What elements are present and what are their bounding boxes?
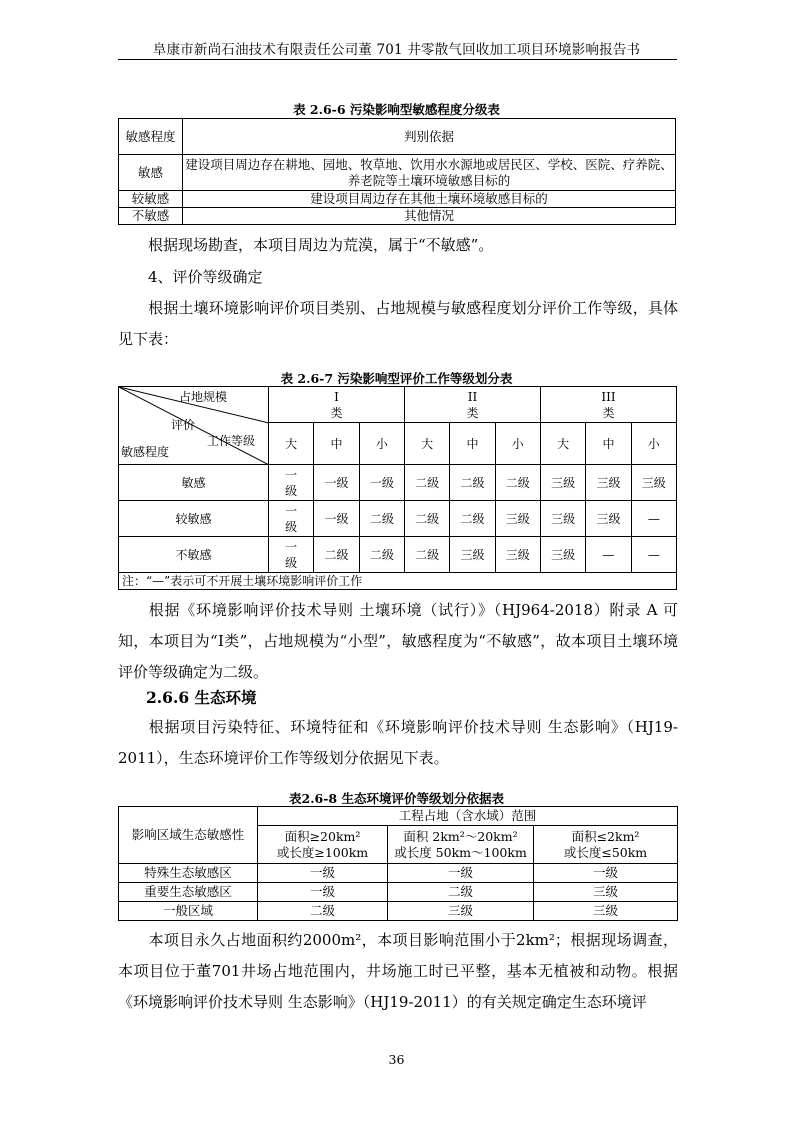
- table3-col-head: 面积≤2km² 或长度≤50km: [534, 826, 678, 864]
- size-header: 大: [269, 423, 314, 465]
- grade-cell: 二级: [404, 501, 449, 537]
- paragraph: [118, 925, 678, 1018]
- grade-cell: 二级: [495, 465, 540, 501]
- table1-cell: 较敏感: [119, 191, 183, 208]
- diag-label-eval: 评价: [171, 418, 196, 432]
- grade-cell: 一 级: [269, 501, 314, 537]
- diag-label-grade: 工作等级: [207, 434, 256, 448]
- grade-cell: 三级: [450, 537, 495, 573]
- size-header: 小: [631, 423, 676, 465]
- size-header: 小: [359, 423, 404, 465]
- paragraph-text: 4、评价等级确定: [148, 268, 263, 286]
- grade-cell: 一级: [314, 501, 359, 537]
- grade-cell: 一级: [314, 465, 359, 501]
- table1-cell: 不敏感: [119, 208, 183, 225]
- table3-caption: 表2.6-8 生态环境评价等级划分依据表: [289, 791, 504, 806]
- paragraph: [118, 230, 678, 261]
- table3-cell: 二级: [258, 902, 388, 921]
- grade-cell: 三级: [540, 537, 585, 573]
- row-label: 敏感: [119, 465, 269, 501]
- paragraph-text: 根据现场勘查，本项目周边为荒漠，属于“不敏感”。: [148, 236, 494, 254]
- table1-cell: 建设项目周边存在耕地、园地、牧草地、饮用水水源地或居民区、学校、医院、疗养院、养老院等土壤环境敏感目标的: [183, 155, 676, 191]
- paragraph-text: 根据项目污染特征、环境特征和《环境影响评价技术导则 生态影响》（HJ19-2011），生态环境评价工作等级划分依据见下表。: [118, 718, 678, 767]
- table3-cell: 特殊生态敏感区: [119, 864, 258, 883]
- table3-cell: 一般区域: [119, 902, 258, 921]
- class-header: II 类: [404, 387, 540, 423]
- grade-cell: 二级: [450, 501, 495, 537]
- section-heading: 2.6.6 生态环境: [146, 688, 257, 707]
- page-header: 阜康市新尚石油技术有限责任公司董 701 井零散气回收加工项目环境影响报告书: [152, 42, 641, 58]
- grade-cell: 二级: [359, 537, 404, 573]
- grade-cell: —: [586, 537, 631, 573]
- paragraph-text: 根据土壤环境影响评价项目类别、占地规模与敏感程度划分评价工作等级，具体见下表：: [118, 299, 678, 348]
- grade-cell: 一 级: [269, 465, 314, 501]
- size-header: 小: [495, 423, 540, 465]
- grade-cell: 三级: [586, 501, 631, 537]
- paragraph: [118, 262, 678, 293]
- grade-cell: —: [631, 537, 676, 573]
- table3-cell: 一级: [258, 883, 388, 902]
- grade-cell: 一 级: [269, 537, 314, 573]
- header-rule: [118, 59, 677, 60]
- table3-cell: 三级: [388, 902, 534, 921]
- row-label: 较敏感: [119, 501, 269, 537]
- table3-cell: 一级: [388, 864, 534, 883]
- table3-col-head: 面积 2km²～20km² 或长度 50km～100km: [388, 826, 534, 864]
- row-label: 不敏感: [119, 537, 269, 573]
- size-header: 大: [404, 423, 449, 465]
- table3-cell: 二级: [388, 883, 534, 902]
- table1-cell: 其他情况: [183, 208, 676, 225]
- grade-cell: 二级: [450, 465, 495, 501]
- diag-label-size: 占地规模: [179, 390, 228, 404]
- grade-cell: 三级: [586, 465, 631, 501]
- eco-grade-table: [118, 806, 678, 921]
- table3-cell: 一级: [534, 864, 678, 883]
- paragraph: [118, 293, 678, 355]
- grade-division-table: [118, 386, 677, 590]
- grade-cell: 三级: [540, 465, 585, 501]
- paragraph: [118, 712, 678, 774]
- grade-cell: —: [631, 501, 676, 537]
- grade-cell: 二级: [404, 465, 449, 501]
- table2-note: 注：“—”表示可不开展土壤环境影响评价工作: [119, 573, 677, 590]
- diag-label-sensitivity: 敏感程度: [121, 445, 170, 459]
- grade-cell: 三级: [495, 501, 540, 537]
- size-header: 中: [586, 423, 631, 465]
- table1-cell: 敏感: [119, 155, 183, 191]
- table1-cell: 建设项目周边存在其他土壤环境敏感目标的: [183, 191, 676, 208]
- grade-cell: 二级: [359, 501, 404, 537]
- table3-group-head: 工程占地（含水域）范围: [258, 807, 678, 826]
- paragraph-text: 根据《环境影响评价技术导则 土壤环境（试行）》（HJ964-2018）附录 A 可知，本项目为“Ⅰ类”，占地规模为“小型”，敏感程度为“不敏感”，故本项目土壤环境评价等级确定为二级。: [118, 601, 678, 681]
- table2-caption: 表 2.6-7 污染影响型评价工作等级划分表: [280, 371, 513, 386]
- table1-caption: 表 2.6-6 污染影响型敏感程度分级表: [293, 102, 500, 117]
- table3-cell: 三级: [534, 883, 678, 902]
- table3-row-head: 影响区域生态敏感性: [119, 807, 258, 864]
- sensitivity-table: [118, 118, 676, 225]
- size-header: 中: [314, 423, 359, 465]
- grade-cell: 二级: [404, 537, 449, 573]
- table3-cell: 重要生态敏感区: [119, 883, 258, 902]
- grade-cell: 三级: [540, 501, 585, 537]
- grade-cell: 三级: [495, 537, 540, 573]
- table3-col-head: 面积≥20km² 或长度≥100km: [258, 826, 388, 864]
- class-header: III 类: [540, 387, 676, 423]
- page-number: 36: [388, 1052, 405, 1067]
- diagonal-header-cell: [119, 387, 269, 465]
- size-header: 大: [540, 423, 585, 465]
- size-header: 中: [450, 423, 495, 465]
- grade-cell: 一级: [359, 465, 404, 501]
- table3-cell: 三级: [534, 902, 678, 921]
- paragraph-text: 本项目永久占地面积约2000m²，本项目影响范围小于2km²；根据现场调查，本项目位于董701井场占地范围内，井场施工时已平整，基本无植被和动物。根据《环境影响评价技术导则 生态影响》（HJ19-2011）的有关规定确定生态环境评: [118, 931, 678, 1011]
- grade-cell: 二级: [314, 537, 359, 573]
- table1-head-basis: 判别依据: [183, 119, 676, 155]
- grade-cell: 三级: [631, 465, 676, 501]
- paragraph: [118, 595, 678, 688]
- class-header: I 类: [269, 387, 405, 423]
- table1-head-sensitivity: 敏感程度: [119, 119, 183, 155]
- table3-cell: 一级: [258, 864, 388, 883]
